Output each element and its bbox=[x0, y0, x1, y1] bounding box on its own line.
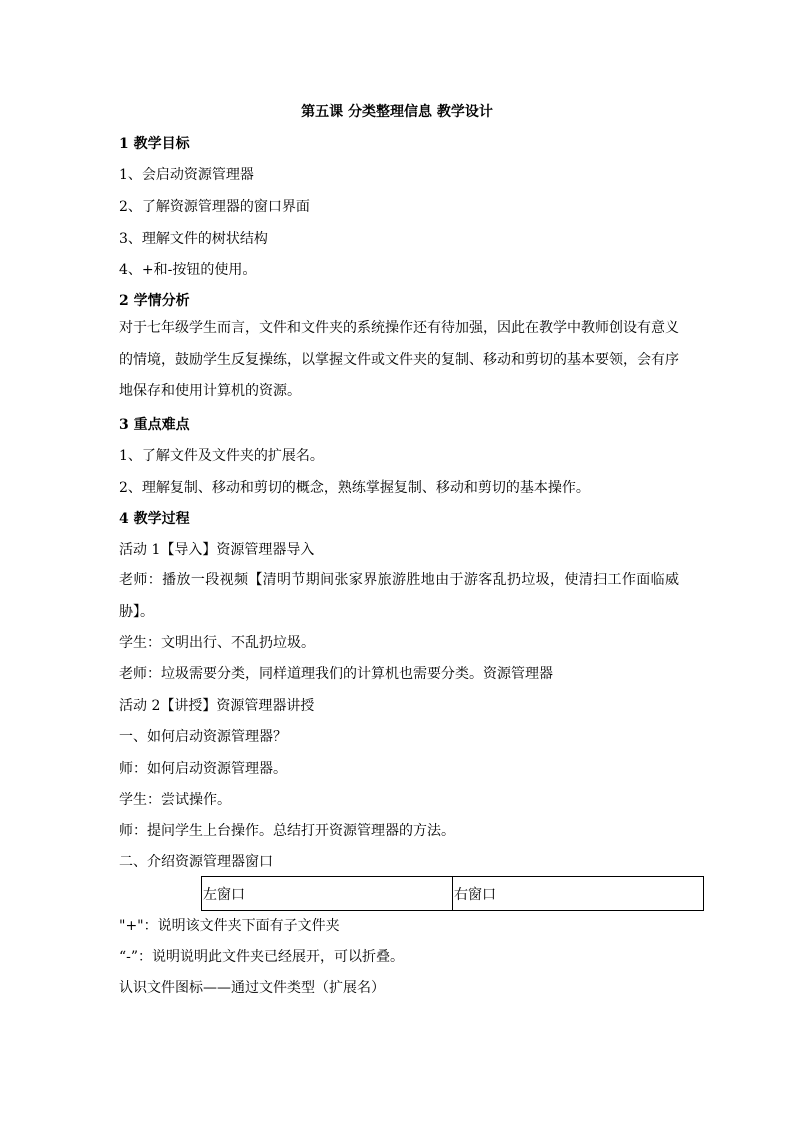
objective-item: 3、理解文件的树状结构 bbox=[119, 231, 268, 247]
section-heading-objectives: 1 教学目标 bbox=[119, 136, 190, 152]
activity-1-title: 活动 1【导入】资源管理器导入 bbox=[119, 542, 315, 558]
section-heading-analysis: 2 学情分析 bbox=[119, 293, 190, 309]
question-1: 一、如何启动资源管理器？ bbox=[119, 729, 287, 745]
teacher-line-3: 师：如何启动资源管理器。 bbox=[119, 761, 287, 777]
window-table bbox=[201, 876, 704, 911]
objective-item: 2、了解资源管理器的窗口界面 bbox=[119, 199, 310, 215]
teacher-line-1: 老师：播放一段视频【清明节期间张家界旅游胜地由于游客乱扔垃圾，使清扫工作面临威胁】。 bbox=[119, 572, 679, 620]
document-title: 第五课 分类整理信息 教学设计 bbox=[301, 104, 493, 120]
objective-item: 4、+和-按钮的使用。 bbox=[119, 262, 257, 278]
minus-note: “-”：说明说明此文件夹已经展开，可以折叠。 bbox=[119, 949, 405, 965]
plus-note: "+"：说明该文件夹下面有子文件夹 bbox=[119, 918, 340, 934]
objective-item: 1、会启动资源管理器 bbox=[119, 167, 254, 183]
activity-2-title: 活动 2【讲授】资源管理器讲授 bbox=[119, 698, 315, 714]
student-line-2: 学生：尝试操作。 bbox=[119, 792, 231, 808]
table-cell-right-window: 右窗口 bbox=[453, 877, 704, 911]
table-cell-left-window: 左窗口 bbox=[202, 877, 453, 911]
section-heading-process: 4 教学过程 bbox=[119, 511, 190, 527]
file-icons-note: 认识文件图标——通过文件类型（扩展名） bbox=[119, 980, 385, 996]
key-point-item: 2、理解复制、移动和剪切的概念，熟练掌握复制、移动和剪切的基本操作。 bbox=[119, 480, 590, 496]
teacher-line-4: 师：提问学生上台操作。总结打开资源管理器的方法。 bbox=[119, 823, 455, 839]
section-heading-key-points: 3 重点难点 bbox=[119, 417, 190, 433]
teacher-line-2: 老师：垃圾需要分类，同样道理我们的计算机也需要分类。资源管理器 bbox=[119, 666, 553, 682]
analysis-paragraph: 对于七年级学生而言，文件和文件夹的系统操作还有待加强，因此在教学中教师创设有意义的情境，鼓励学生反复操练，以掌握文件或文件夹的复制、移动和剪切的基本要领，会有序地保存和使用计算机的资源。 bbox=[119, 320, 679, 399]
question-2: 二、介绍资源管理器窗口 bbox=[119, 854, 273, 870]
student-line-1: 学生：文明出行、不乱扔垃圾。 bbox=[119, 635, 315, 651]
table-row bbox=[202, 877, 704, 911]
key-point-item: 1、了解文件及文件夹的扩展名。 bbox=[119, 448, 324, 464]
